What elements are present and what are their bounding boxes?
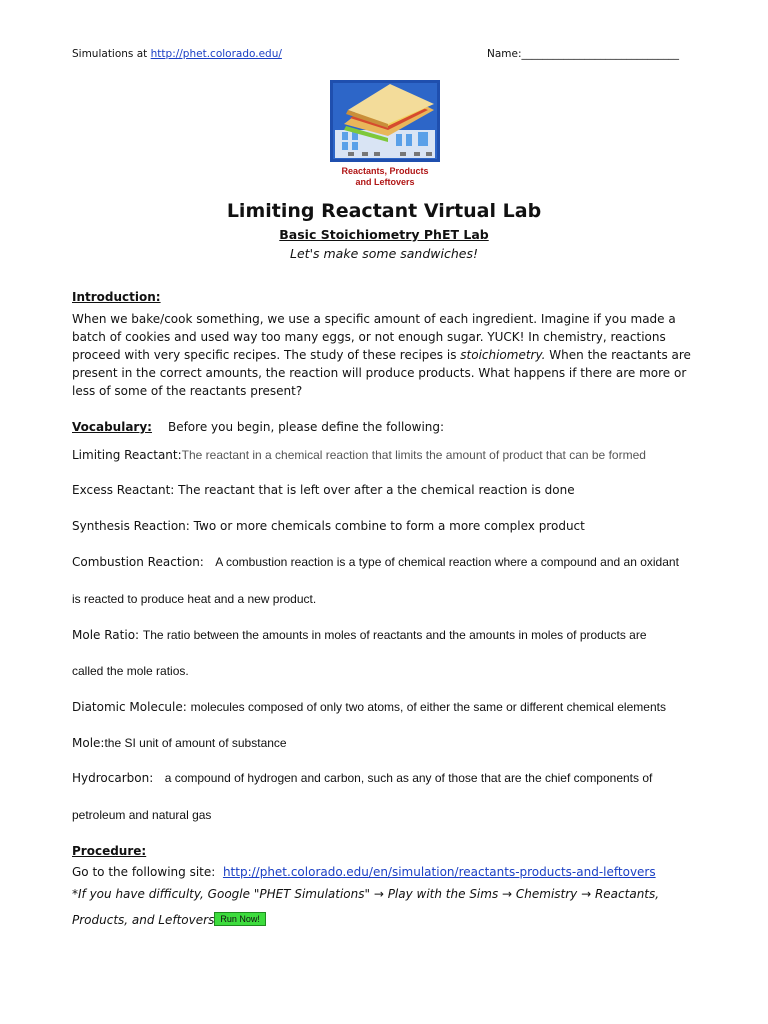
vocab-term-mole (72, 736, 287, 750)
header-sim-prefix: Simulations at (72, 48, 151, 60)
vocab-definition: A combustion reaction is a type of chemical reaction where a compound and an oxidant (215, 555, 679, 569)
vocabulary-header-line (72, 420, 444, 434)
procedure-goto-text: Go to the following site: (72, 865, 223, 879)
vocab-definition-continued: is reacted to produce heat and a new product. (72, 592, 317, 606)
vocab-definition: The reactant that is left over after a the chemical reaction is done (178, 483, 575, 497)
procedure-goto-line (72, 865, 656, 879)
vocab-definition-continued: called the mole ratios. (72, 664, 189, 678)
vocab-term-label: Mole: (72, 736, 105, 750)
sandwich-sim-illustration (330, 80, 440, 192)
vocab-term-label: Synthesis Reaction: (72, 519, 194, 533)
vocab-definition: Two or more chemicals combine to form a more complex product (193, 519, 585, 533)
header-simulations (72, 48, 282, 60)
procedure-difficulty-text: Products, and Leftovers (72, 913, 215, 927)
vocab-term-combustion-reaction (72, 555, 679, 569)
procedure-difficulty-line2 (72, 912, 266, 927)
vocab-definition: the SI unit of amount of substance (104, 736, 287, 750)
run-now-button[interactable]: Run Now! (214, 912, 266, 926)
introduction-paragraph (72, 310, 697, 400)
vocab-term-label: Mole Ratio: (72, 628, 143, 642)
vocab-term-hydrocarbon (72, 771, 652, 785)
vocab-definition: The ratio between the amounts in moles of reactants and the amounts in moles of products are (142, 628, 647, 642)
name-label: Name: (487, 48, 522, 60)
vocab-term-label: Limiting Reactant: (72, 448, 182, 462)
vocab-term-excess-reactant (72, 483, 575, 497)
vocab-definition: a compound of hydrogen and carbon, such as any of those that are the chief components of (164, 771, 653, 785)
vocab-term-synthesis-reaction (72, 519, 585, 533)
vocab-definition: molecules composed of only two atoms, of either the same or different chemical elements (190, 700, 666, 714)
procedure-difficulty-line1: *If you have difficulty, Google "PHET Simulations" → Play with the Sims → Chemistry → Reactants, (72, 887, 660, 901)
vocabulary-heading: Vocabulary: (72, 420, 152, 434)
vocabulary-instruction: Before you begin, please define the following: (167, 420, 445, 434)
page-title: Limiting Reactant Virtual Lab (226, 200, 542, 222)
vocab-term-label: Combustion Reaction: (72, 555, 216, 569)
vocab-term-label: Excess Reactant: (72, 483, 179, 497)
introduction-heading: Introduction: (72, 290, 161, 304)
vocab-term-limiting-reactant (72, 448, 646, 462)
vocab-term-mole-ratio (72, 628, 647, 642)
procedure-sim-link[interactable]: http://phet.colorado.edu/en/simulation/reactants-products-and-leftovers (222, 865, 656, 879)
vocab-definition-continued: petroleum and natural gas (72, 808, 212, 822)
name-blank: ______________________________ (521, 48, 680, 60)
intro-text-after: When the reactants are present in the correct amounts, the reaction will produce products. What happens if there are more or less of some of the reactants present? (72, 348, 691, 398)
intro-text-before: When we bake/cook something, we use a specific amount of each ingredient. Imagine if you made a batch of cookies and used way too many eggs, or not enough sugar. YUCK! In chemistry, reactions proceed with very specific recipes. The study of these recipes is (72, 312, 676, 362)
header-name-field (487, 48, 679, 60)
procedure-heading: Procedure: (72, 844, 147, 858)
page-tagline: Let's make some sandwiches! (290, 246, 478, 261)
vocab-term-label: Hydrocarbon: (72, 771, 165, 785)
vocab-definition: The reactant in a chemical reaction that limits the amount of product that can be formed (181, 448, 646, 462)
page-subtitle: Basic Stoichiometry PhET Lab (279, 227, 489, 242)
vocab-term-label: Diatomic Molecule: (72, 700, 191, 714)
intro-text-italic: stoichiometry. (460, 348, 546, 362)
header-sim-link[interactable]: http://phet.colorado.edu/ (150, 48, 282, 60)
simulation-thumbnail (330, 80, 440, 192)
thumbnail-caption-line1: Reactants, Products (341, 166, 429, 176)
vocab-term-diatomic-molecule (72, 700, 666, 714)
thumbnail-caption-line2: and Leftovers (355, 177, 415, 187)
